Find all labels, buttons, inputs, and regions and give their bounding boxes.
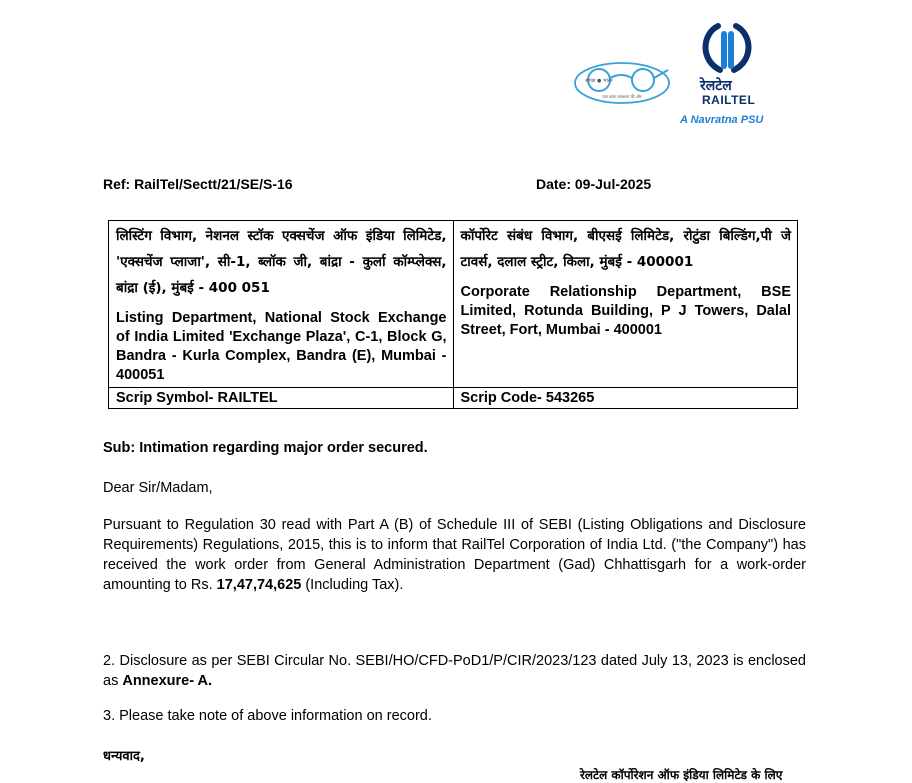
scrip-row <box>109 388 798 409</box>
paragraph-order-details <box>103 515 806 595</box>
bse-address-hindi: कॉर्पोरेट संबंध विभाग, बीएसई लिमिटेड, रोटुंडा बिल्डिंग,पी जे टावर्स, दलाल स्ट्रीट, किला, मुंबई - 400001 <box>460 228 791 270</box>
railtel-logo-icon <box>694 20 760 76</box>
salutation: Dear Sir/Madam, <box>103 480 213 496</box>
closing-thanks: धन्यवाद, <box>103 749 145 764</box>
bse-address-cell <box>453 221 798 388</box>
paragraph-note: 3. Please take note of above information on record. <box>103 708 432 724</box>
nse-address-english: Listing Department, National Stock Exchange of India Limited 'Exchange Plaza', C-1, Block G, Bandra - Kurla Complex, Bandra (E), Mumbai - 400051 <box>116 310 447 383</box>
para2-text: 2. Disclosure as per SEBI Circular No. SEBI/HO/CFD-PoD1/P/CIR/2023/123 dated July 13, 2023 is enclosed as <box>103 653 806 689</box>
swachh-text-top: स्वच्छ ● भारत <box>585 78 613 84</box>
para1-tail: (Including Tax). <box>301 577 404 593</box>
address-row <box>109 221 798 388</box>
swachh-text-bottom: एक कदम स्वच्छता की ओर <box>602 94 642 99</box>
swachh-bharat-logo <box>572 58 672 108</box>
paragraph-disclosure <box>103 651 806 691</box>
address-table <box>108 220 798 409</box>
railtel-english-wordmark: RAILTEL <box>702 93 756 107</box>
order-amount: 17,47,74,625 <box>216 577 302 593</box>
bse-address-english: Corporate Relationship Department, BSE Limited, Rotunda Building, P J Towers, Dalal Street, Fort, Mumbai - 400001 <box>460 284 791 338</box>
navratna-tagline: A Navratna PSU <box>680 114 764 126</box>
subject-line: Sub: Intimation regarding major order secured. <box>103 440 428 456</box>
nse-address-cell <box>109 221 454 388</box>
nse-scrip-symbol: Scrip Symbol- RAILTEL <box>109 388 454 409</box>
reference-number: Ref: RailTel/Sectt/21/SE/S-16 <box>103 176 293 192</box>
bse-scrip-code: Scrip Code- 543265 <box>453 388 798 409</box>
nse-address-hindi: लिस्टिंग विभाग, नेशनल स्टॉक एक्सचेंज ऑफ इंडिया लिमिटेड, 'एक्सचेंज प्लाजा', सी-1, ब्लॉक जी, बांद्रा - कुर्ला कॉम्प्लेक्स, बांद्रा (ई), मुंबई - 400 051 <box>116 228 447 296</box>
railtel-hindi-wordmark: रेलटेल <box>700 78 732 94</box>
letter-date: Date: 09-Jul-2025 <box>536 176 652 192</box>
annexure-label: Annexure- A. <box>122 673 213 689</box>
para1-text: Pursuant to Regulation 30 read with Part A (B) of Schedule III of SEBI (Listing Obligations and Disclosure Requirements) Regulations, 2015, this is to inform that RailTel Corporation of India Ltd. ("the Company") has received the work order from General Administration Department (Gad) Chhattisgarh for a work-order amounting to Rs. <box>103 517 806 593</box>
signatory-company-line: रेलटेल कॉर्पोरेशन ऑफ इंडिया लिमिटेड के लिए <box>580 768 783 782</box>
